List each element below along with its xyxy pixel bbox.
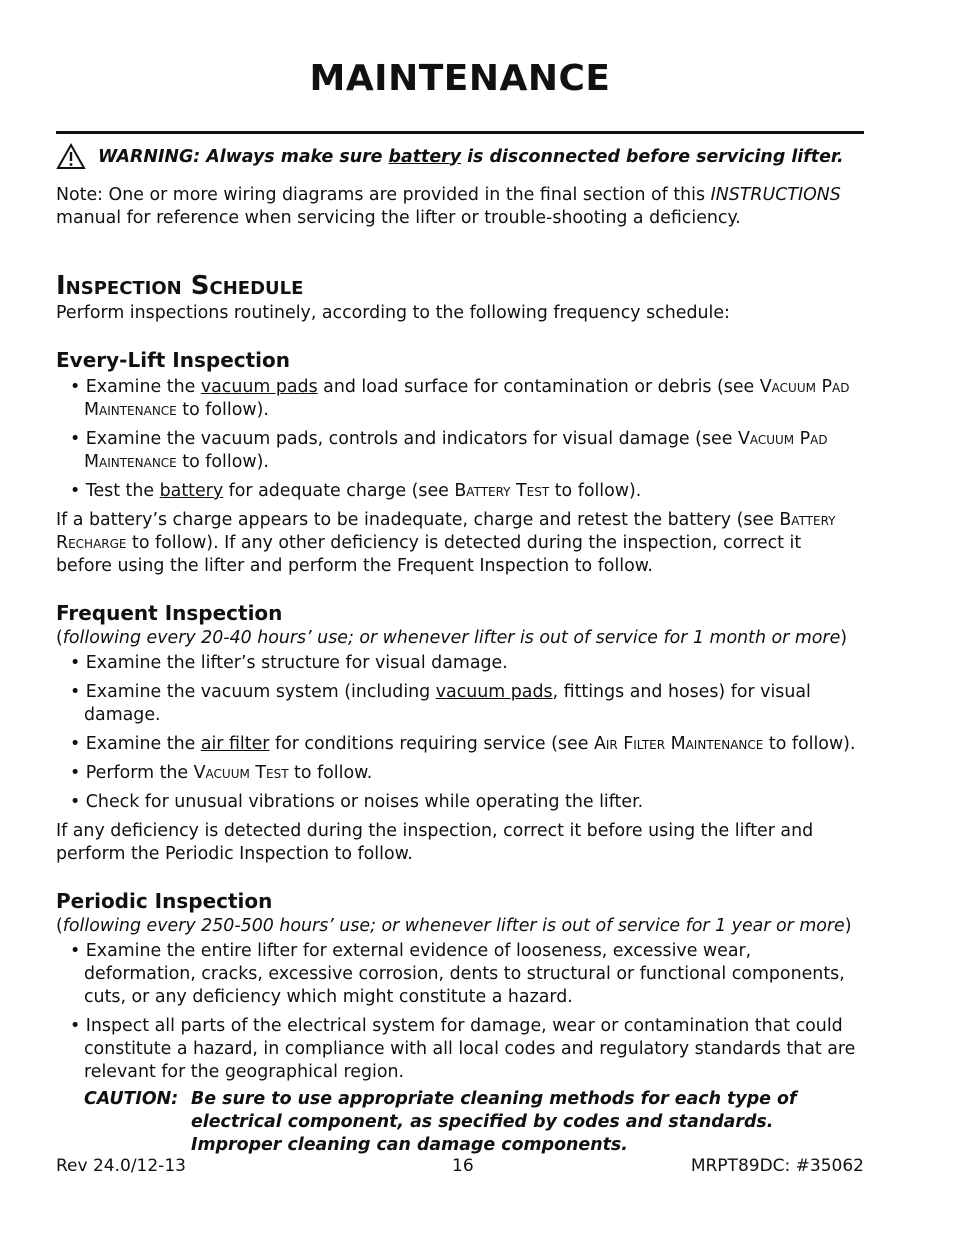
inspection-schedule-heading: Inspection Schedule (56, 271, 304, 301)
cross-reference: Vacuum Test (193, 763, 289, 783)
list-item: • Check for unusual vibrations or noises while operating the lifter. (70, 792, 644, 812)
cross-reference: Air Filter Maintenance (593, 734, 764, 754)
page-content (56, 143, 856, 1157)
caution-label: CAUTION: (84, 1089, 179, 1109)
schedule-intro: Perform inspections routinely, according to the following frequency schedule: (56, 303, 730, 323)
frequent-heading: Frequent Inspection (56, 601, 283, 625)
instructions-title: INSTRUCTIONS (710, 185, 841, 205)
battery-link[interactable]: battery (388, 146, 462, 167)
battery-link[interactable]: battery (159, 481, 224, 501)
list-item: • Examine the entire lifter for external evidence of looseness, excessive wear, deformation, cracks, excessive corrosion, dents to structural or functional components, cuts, or any deficiency which might constitute a hazard. (70, 941, 845, 1007)
caution-notice (56, 1088, 856, 1157)
periodic-interval: (following every 250-500 hours’ use; or whenever lifter is out of service for 1 year or more) (56, 916, 852, 936)
warning-triangle-icon (56, 143, 86, 170)
list-item: • Examine the vacuum pads, controls and indicators for visual damage (see Vacuum Pad Maintenance to follow). (70, 429, 828, 472)
list-item: • Test the battery for adequate charge (see Battery Test to follow). (70, 481, 642, 501)
list-item: • Perform the Vacuum Test to follow. (70, 763, 373, 783)
list-item: • Examine the air filter for conditions requiring service (see Air Filter Maintenance to follow). (70, 734, 856, 754)
warning-notice (56, 143, 856, 170)
note-paragraph: Note: One or more wiring diagrams are provided in the final section of this INSTRUCTIONS manual for reference when servicing the lifter or trouble-shooting a deficiency. (56, 185, 841, 228)
cross-reference: Battery Test (454, 481, 550, 501)
page-number: 16 (452, 1156, 474, 1176)
cross-reference: Battery Recharge (56, 510, 836, 553)
revision-label: Rev 24.0/12-13 (56, 1156, 186, 1176)
air-filter-link[interactable]: air filter (200, 734, 270, 754)
warning-text: WARNING: Always make sure battery is disconnected before servicing lifter. (98, 146, 844, 167)
vacuum-pads-link[interactable]: vacuum pads (435, 682, 553, 702)
title-divider (56, 131, 864, 134)
frequent-followup: If any deficiency is detected during the inspection, correct it before using the lifter and perform the Periodic Inspection to follow. (56, 821, 814, 864)
list-item: • Examine the vacuum system (including vacuum pads, fittings and hoses) for visual damage. (70, 682, 811, 725)
vacuum-pads-link[interactable]: vacuum pads (200, 377, 318, 397)
list-item: • Examine the vacuum pads and load surface for contamination or debris (see Vacuum Pad Maintenance to follow). (70, 377, 850, 420)
frequent-interval: (following every 20-40 hours’ use; or whenever lifter is out of service for 1 month or more) (56, 628, 848, 648)
every-lift-followup: If a battery’s charge appears to be inadequate, charge and retest the battery (see Battery Recharge to follow). If any other deficiency is detected during the inspection, correct it before using the lifter and perform the Frequent Inspection to follow. (56, 510, 836, 576)
list-item: • Inspect all parts of the electrical system for damage, wear or contamination that could constitute a hazard, in compliance with all local codes and regulatory standards that are relevant for the geographical region. (70, 1016, 856, 1082)
caution-text: Be sure to use appropriate cleaning methods for each type of electrical component, as specified by codes and standards. Improper cleaning can damage components. (191, 1089, 797, 1155)
list-item: • Examine the lifter’s structure for visual damage. (70, 653, 508, 673)
every-lift-heading: Every-Lift Inspection (56, 348, 291, 372)
cross-reference: Vacuum Pad Maintenance (84, 377, 850, 420)
periodic-heading: Periodic Inspection (56, 889, 273, 913)
cross-reference: Vacuum Pad Maintenance (84, 429, 828, 472)
page-title: MAINTENANCE (309, 58, 611, 99)
document-id: MRPT89DC: #35062 (690, 1156, 864, 1176)
